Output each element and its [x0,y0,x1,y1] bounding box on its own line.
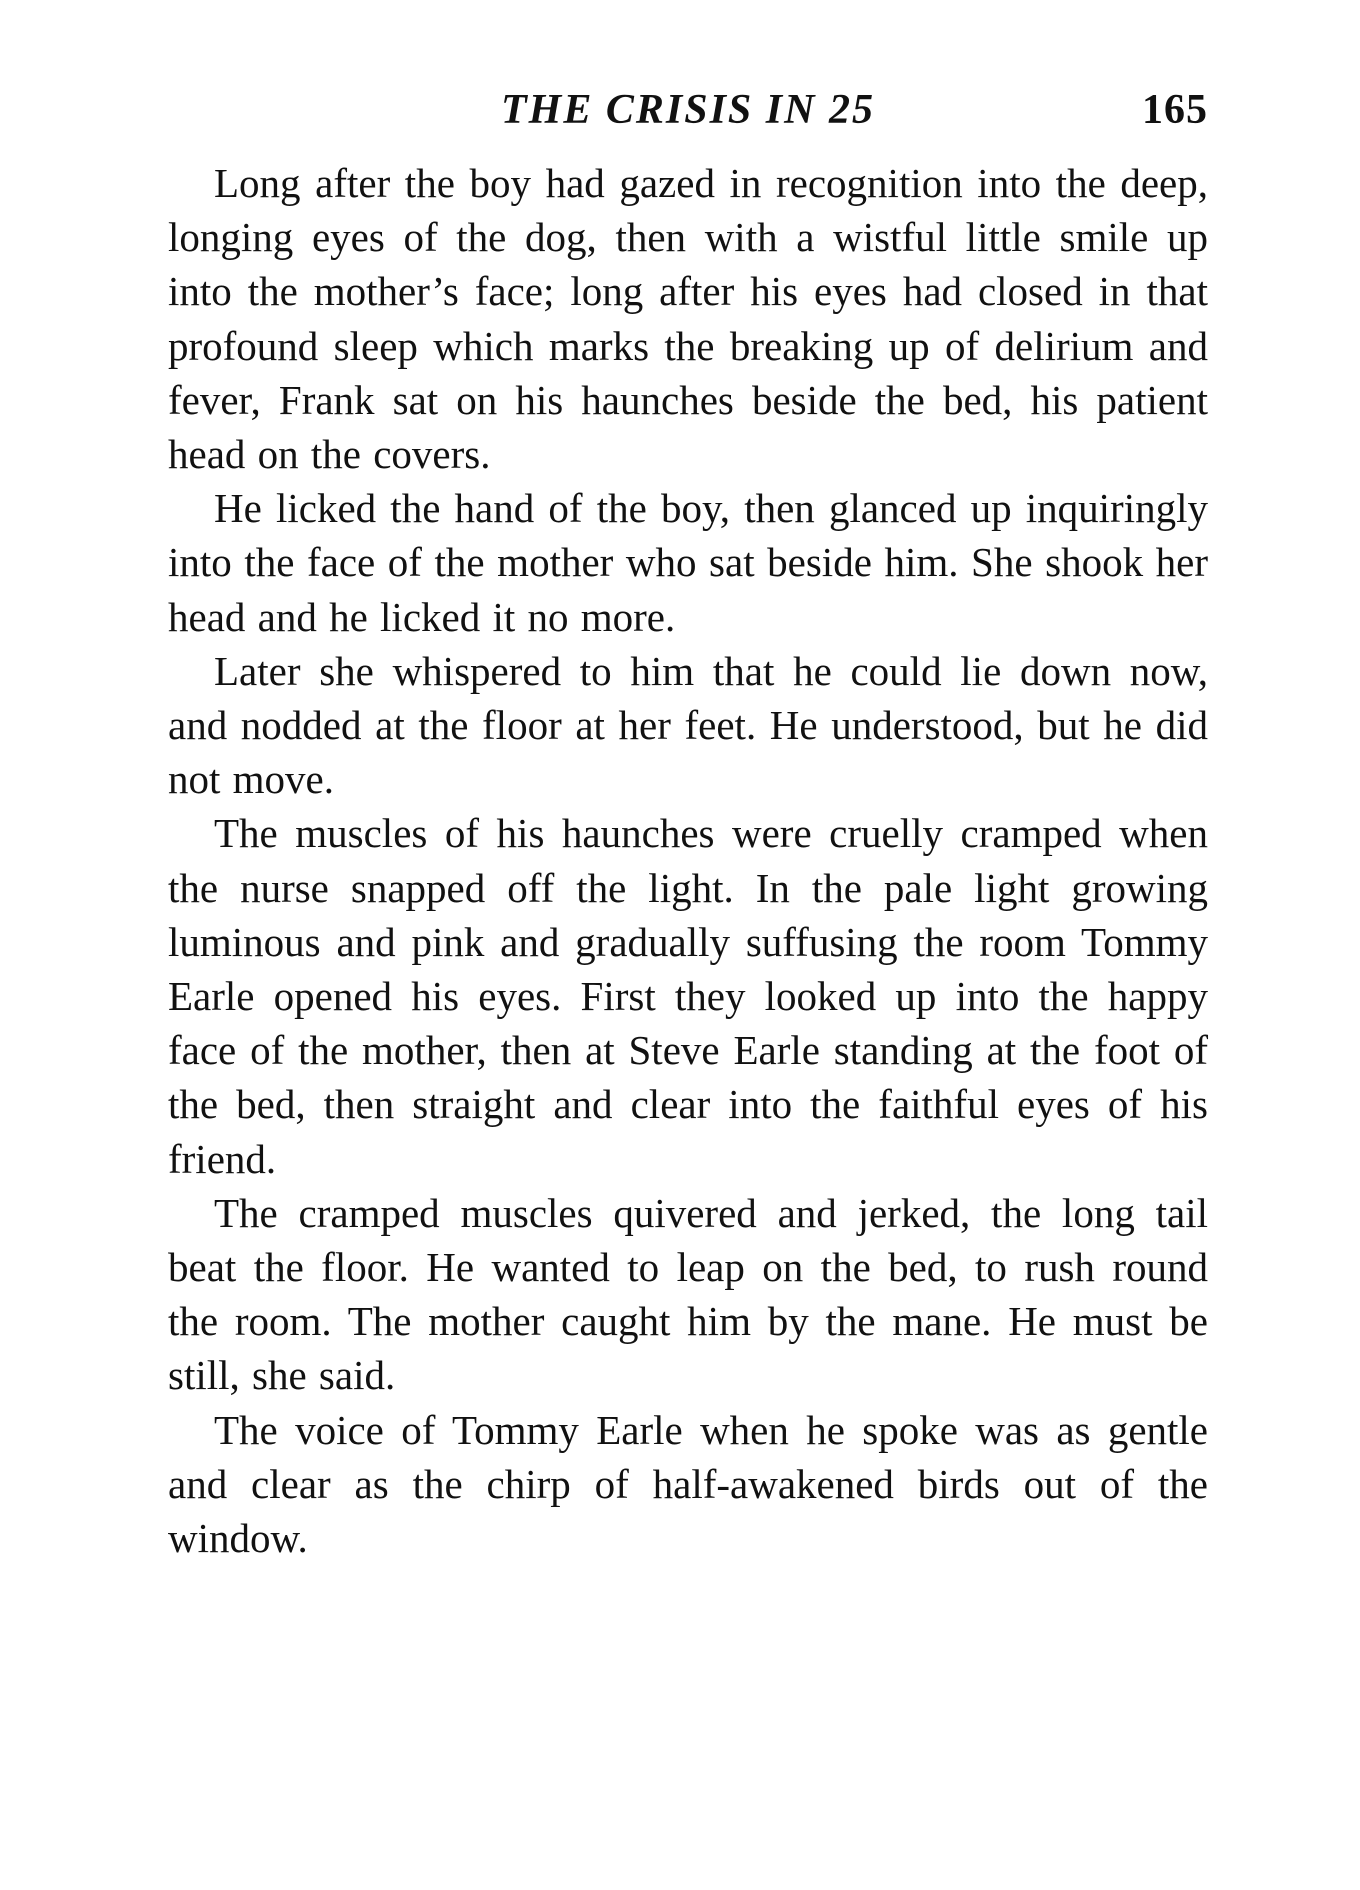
body-text [168,156,1208,1565]
paragraph: He licked the hand of the boy, then glanced up inquiringly into the face of the mother who sat beside him. She shook her head and he licked it no more. [168,485,1208,640]
running-head [168,86,1208,146]
paragraph: Later she whispered to him that he could lie down now, and nodded at the floor at her feet. He understood, but he did not move. [168,647,1208,803]
paragraph: Long after the boy had gazed in recognition into the deep, longing eyes of the dog, then with a wistful little smile up into the mother’s face; long after his eyes had closed in that profound sleep which marks the breaking up of delirium and fever, Frank sat on his haunches beside the bed, his patient head on the covers. [168,160,1208,478]
page-number: 165 [1142,87,1208,133]
paragraph: The cramped muscles quivered and jerked, the long tail beat the floor. He wanted to leap on the bed, to rush round the room. The mother caught him by the mane. He must be still, she said. [168,1189,1208,1399]
book-page [168,86,1208,1565]
paragraph: The muscles of his haunches were cruelly cramped when the nurse snapped off the light. In the pale light growing luminous and pink and gradually suffusing the room Tommy Earle opened his eyes. First they looked up into the happy face of the mother, then at Steve Earle standing at the foot of the bed, then straight and clear into the faithful eyes of his friend. [168,810,1208,1182]
paragraph: The voice of Tommy Earle when he spoke was as gentle and clear as the chirp of half-awakened birds out of the window. [168,1406,1208,1562]
running-title: THE CRISIS IN 25 [501,87,875,133]
